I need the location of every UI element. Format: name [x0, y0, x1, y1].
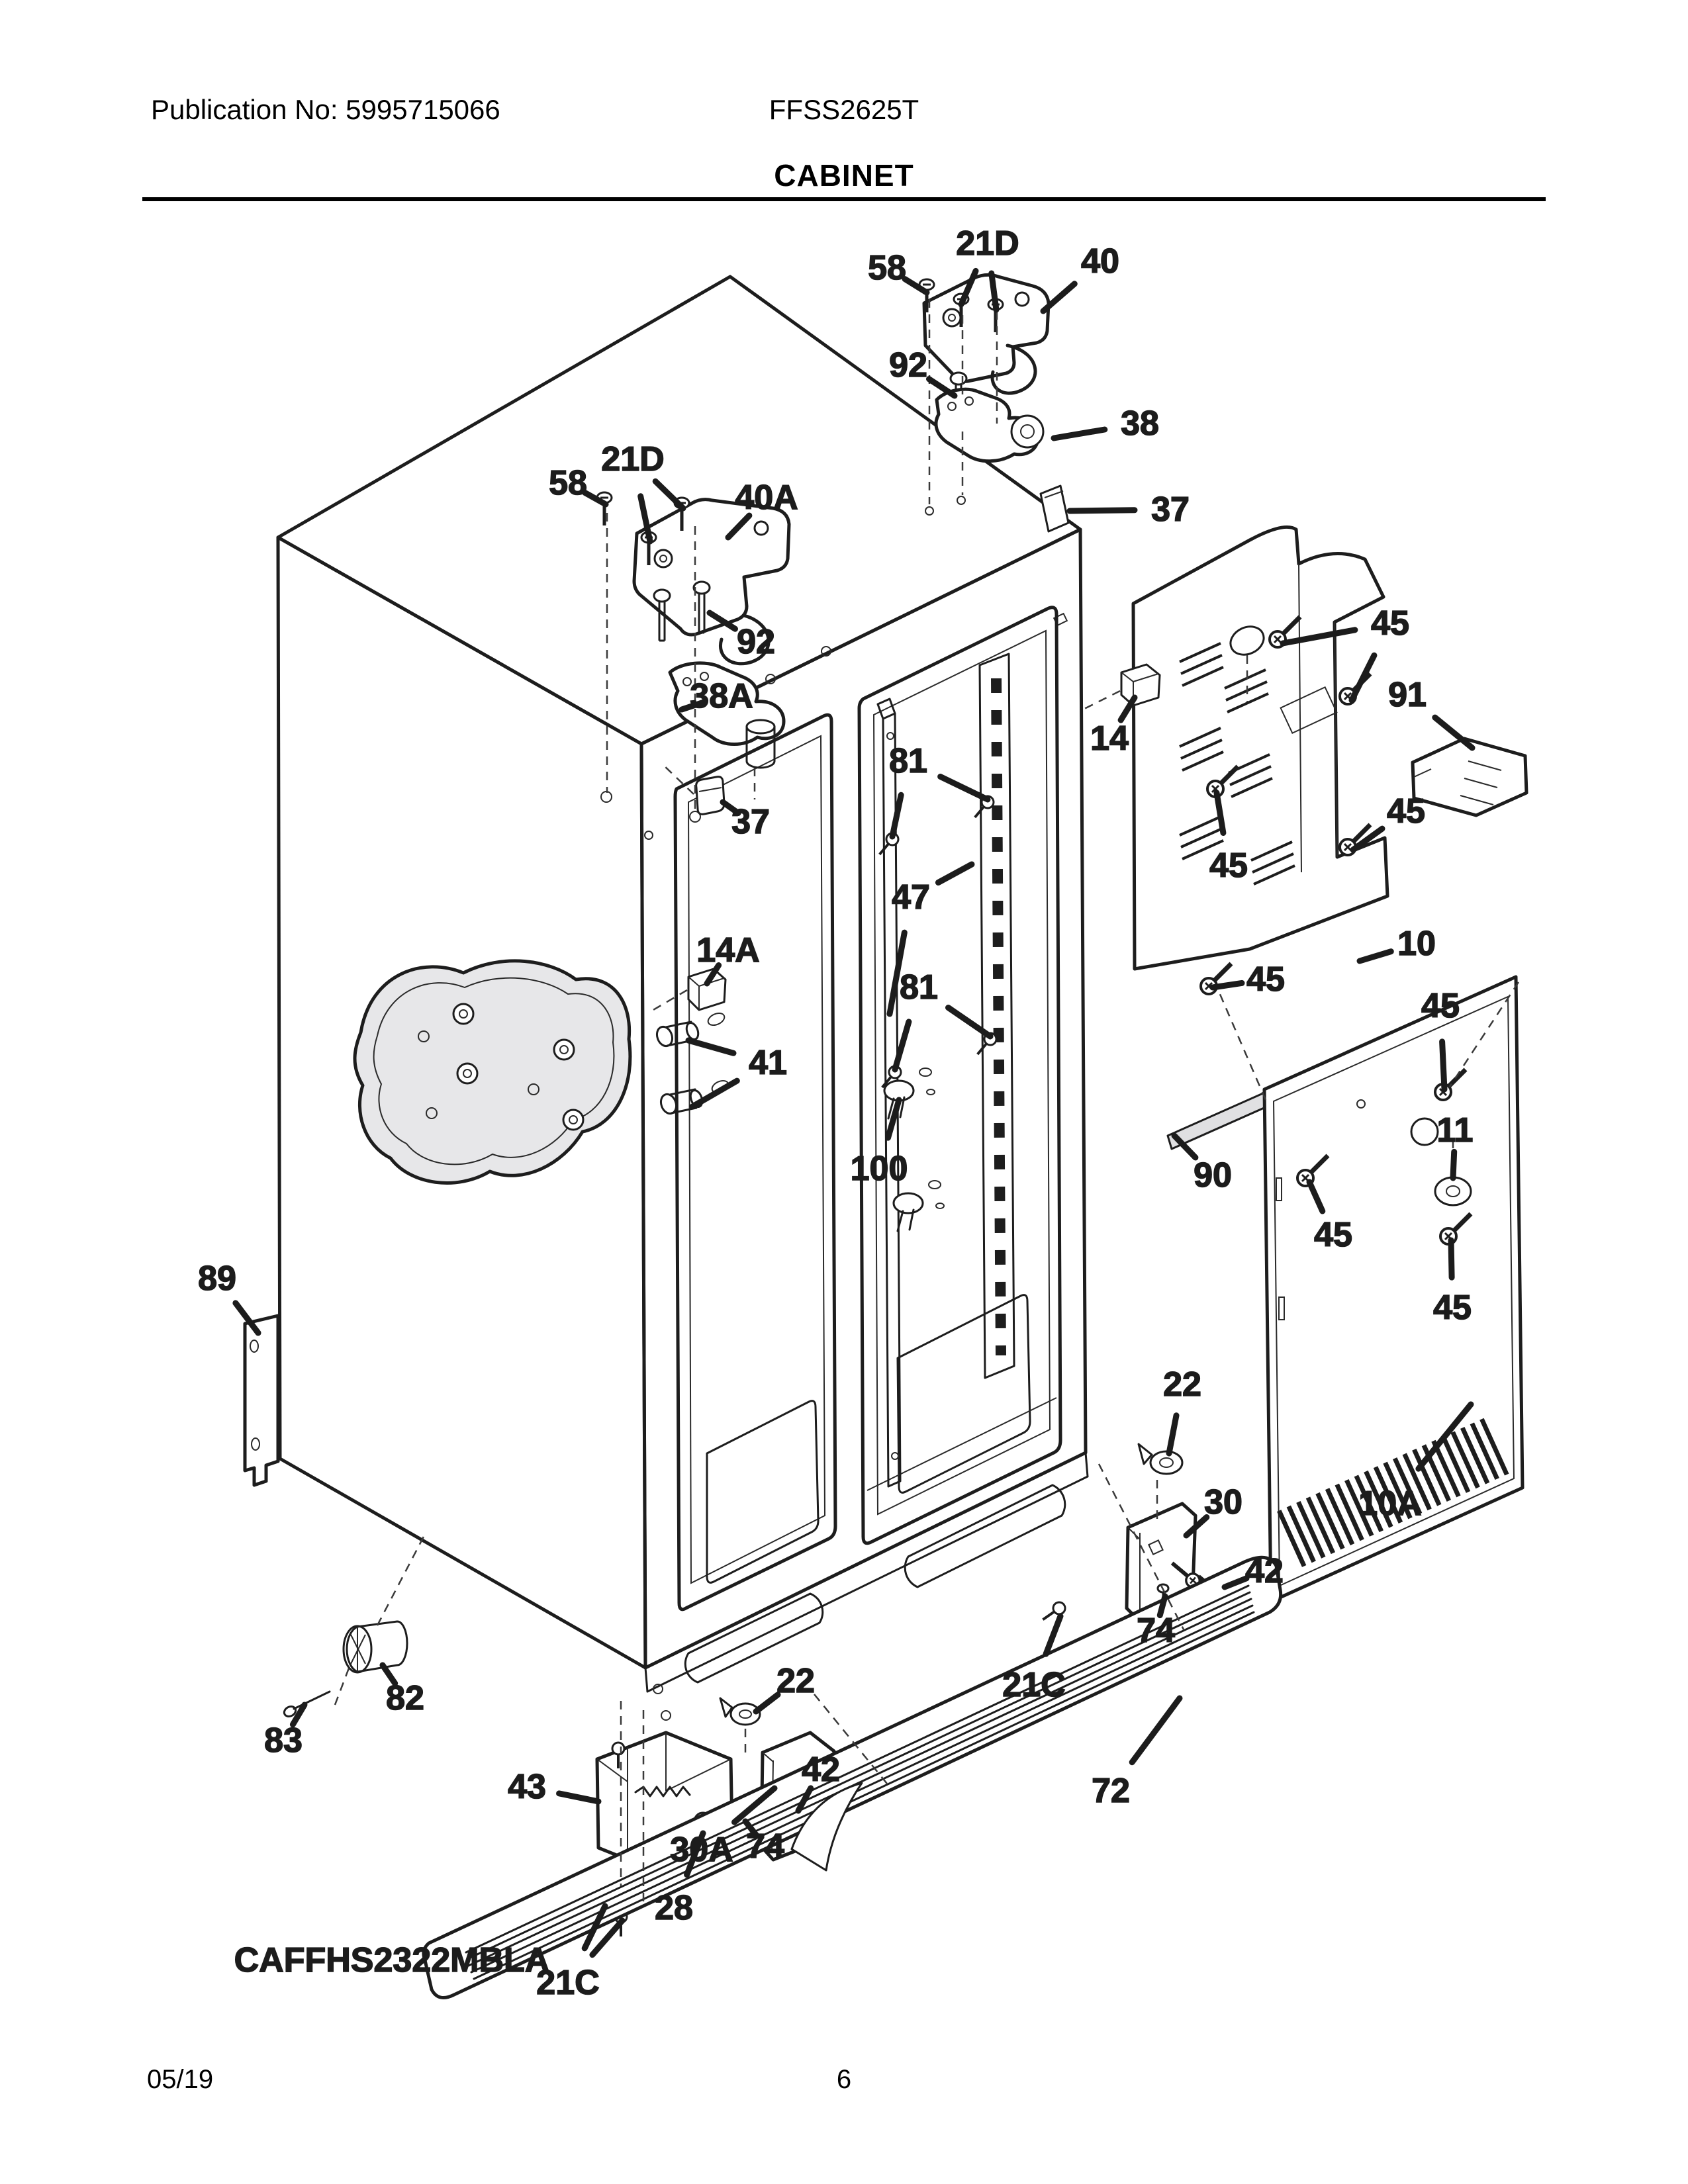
callout-14a: 14A: [696, 931, 760, 970]
callout-82: 82: [386, 1679, 424, 1717]
callout-45: 45: [1387, 792, 1425, 831]
freezer-opening: [675, 715, 835, 1610]
callout-38a: 38A: [690, 677, 753, 715]
leader-line: [1360, 952, 1391, 961]
callout-40a: 40A: [735, 478, 798, 517]
callout-74: 74: [746, 1827, 784, 1866]
leader-line: [688, 1040, 733, 1053]
leader-line: [949, 1008, 991, 1037]
callout-92: 92: [889, 346, 927, 385]
callout-40: 40: [1081, 242, 1119, 281]
callout-42: 42: [802, 1751, 840, 1789]
callout-caffhs2322mbla: CAFFHS2322MBLA: [234, 1941, 550, 1979]
callout-30a: 30A: [670, 1831, 733, 1869]
part-14-clip: [1121, 664, 1160, 705]
leader-line: [1169, 1416, 1176, 1453]
callout-43: 43: [508, 1768, 546, 1806]
callout-28: 28: [655, 1889, 693, 1927]
screw-21c-right: [1039, 1600, 1067, 1624]
rear-bracket-10: [1133, 527, 1387, 969]
leader-line: [1453, 1152, 1454, 1178]
callout-58: 58: [549, 464, 587, 502]
callout-47: 47: [892, 878, 930, 917]
leader-line: [1132, 1698, 1180, 1762]
callout-91: 91: [1388, 676, 1427, 714]
callout-81: 81: [900, 968, 938, 1007]
bracket-89: [245, 1316, 278, 1485]
callout-92: 92: [737, 623, 775, 661]
model-number: FFSS2625T: [769, 94, 919, 125]
leader-line: [938, 864, 972, 883]
callout-21c: 21C: [536, 1964, 600, 2002]
part-14a-clip: [688, 969, 726, 1010]
callout-45: 45: [1421, 987, 1460, 1025]
callout-37: 37: [1151, 490, 1190, 529]
callout-37: 37: [731, 803, 770, 841]
leader-line: [1054, 430, 1105, 438]
callout-30: 30: [1204, 1483, 1243, 1522]
leader-line: [655, 481, 683, 508]
clip-22-right: [1139, 1444, 1182, 1474]
callout-22: 22: [1163, 1365, 1201, 1404]
callout-41: 41: [749, 1044, 787, 1082]
callout-45: 45: [1433, 1289, 1472, 1327]
leader-line: [1451, 1240, 1452, 1277]
callout-11: 11: [1436, 1111, 1474, 1150]
cap-11: [1435, 1177, 1471, 1205]
callout-45: 45: [1246, 960, 1285, 999]
leader-line: [1352, 655, 1374, 700]
callout-72: 72: [1092, 1772, 1130, 1810]
callout-90: 90: [1194, 1156, 1232, 1195]
roller-82: [344, 1621, 407, 1672]
callout-83: 83: [264, 1721, 303, 1760]
part-91-bracket: [1413, 739, 1526, 815]
callout-38: 38: [1121, 404, 1159, 443]
callout-100: 100: [850, 1150, 908, 1188]
shelf-ladder-47: [980, 654, 1014, 1378]
publication-number: Publication No: 5995715066: [151, 94, 500, 125]
callout-89: 89: [198, 1259, 236, 1298]
rivets-41: [655, 1011, 731, 1115]
callout-21d: 21D: [956, 224, 1019, 263]
callout-21c: 21C: [1002, 1666, 1066, 1704]
callout-21d: 21D: [601, 440, 665, 478]
shim-37-top: [1041, 486, 1068, 531]
callout-14: 14: [1090, 719, 1129, 758]
leader-line: [559, 1794, 598, 1801]
callout-58: 58: [868, 249, 906, 287]
callout-10a: 10A: [1358, 1484, 1422, 1523]
callout-81: 81: [889, 742, 927, 780]
leader-line: [756, 1695, 778, 1711]
callout-42: 42: [1245, 1552, 1284, 1590]
plug-37-mid: [696, 777, 724, 815]
air-duct-cover: [355, 961, 630, 1183]
callout-45: 45: [1209, 846, 1248, 885]
top-hinge-right-38: [936, 389, 1043, 461]
callout-45: 45: [1371, 604, 1409, 643]
callout-74: 74: [1137, 1612, 1175, 1650]
callout-10: 10: [1397, 925, 1436, 963]
callout-22: 22: [776, 1662, 815, 1700]
footer-page-number: 6: [836, 2065, 852, 2094]
leader-line: [1442, 1042, 1444, 1089]
footer-date: 05/19: [147, 2065, 214, 2094]
leader-line: [1070, 510, 1135, 511]
page-title: CABINET: [774, 158, 914, 193]
callout-45: 45: [1314, 1216, 1352, 1254]
